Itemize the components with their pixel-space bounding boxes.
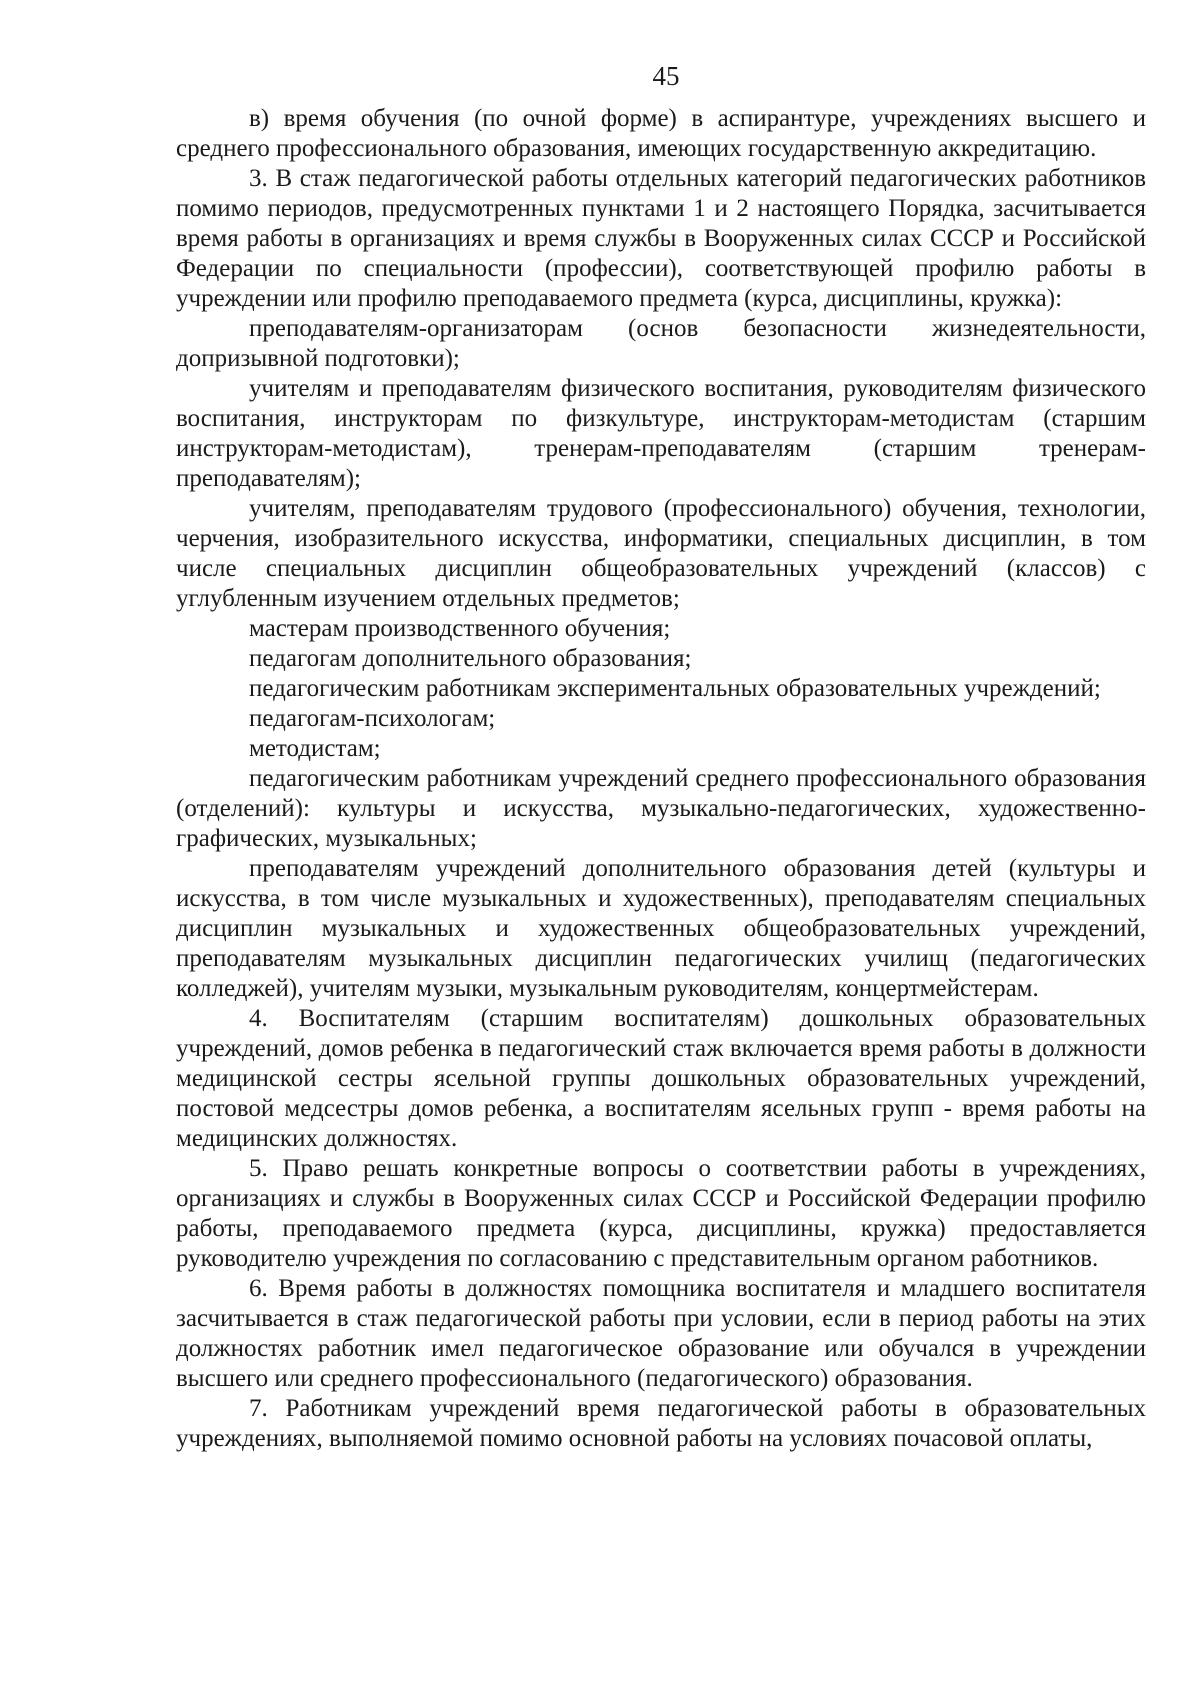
list-item: педагогам-психологам;: [249, 705, 496, 732]
list-item: учителям и преподавателям физического воспитания, руководителям физического воспитания, инструкторам по физкультуре, инструкторам-методистам (старшим инструкторам-методистам), тренерам-преподавателям (старшим тренерам-преподавателям);: [176, 375, 1146, 492]
list-item: педагогическим работникам учреждений среднего профессионального образования (отделений): культуры и искусства, музыкально-педагогических, художественно-графических, музыкальных;: [176, 765, 1146, 852]
list-item: мастерам производственного обучения;: [249, 615, 671, 642]
paragraph-5: 5. Право решать конкретные вопросы о соответствии работы в учреждениях, организациях и службы в Вооруженных силах СССР и Российской Федерации профилю работы, преподаваемого предмета (курса, дисциплины, кружка) предоставляется руководителю учреждения по согласованию с представительным органом работников.: [176, 1155, 1146, 1272]
list-item: педагогам дополнительного образования;: [249, 645, 692, 672]
page-number: 45: [652, 61, 680, 91]
document-body: [176, 104, 1146, 1454]
list-item: учителям, преподавателям трудового (профессионального) обучения, технологии, черчения, изобразительного искусства, информатики, специальных дисциплин, в том числе специальных дисциплин общеобразовательных учреждений (классов) с углубленным изучением отдельных предметов;: [176, 495, 1146, 612]
list-item: педагогическим работникам экспериментальных образовательных учреждений;: [249, 675, 1101, 702]
paragraph-6: 6. Время работы в должностях помощника воспитателя и младшего воспитателя засчитывается в стаж педагогической работы при условии, если в период работы на этих должностях работник имел педагогическое образование или обучался в учреждении высшего или среднего профессионального (педагогического) образования.: [176, 1275, 1146, 1392]
paragraph-4: 4. Воспитателям (старшим воспитателям) дошкольных образовательных учреждений, домов ребенка в педагогический стаж включается время работы в должности медицинской сестры ясельной группы дошкольных образовательных учреждений, постовой медсестры домов ребенка, а воспитателям ясельных групп - время работы на медицинских должностях.: [176, 1005, 1146, 1152]
list-item: преподавателям учреждений дополнительного образования детей (культуры и искусства, в том числе музыкальных и художественных), преподавателям специальных дисциплин музыкальных и художественных общеобразовательных учреждений, преподавателям музыкальных дисциплин педагогических училищ (педагогических колледжей), учителям музыки, музыкальным руководителям, концертмейстерам.: [176, 855, 1146, 1002]
paragraph-3: 3. В стаж педагогической работы отдельных категорий педагогических работников помимо периодов, предусмотренных пунктами 1 и 2 настоящего Порядка, засчитывается время работы в организациях и время службы в Вооруженных силах СССР и Российской Федерации по специальности (профессии), соответствующей профилю работы в учреждении или профилю преподаваемого предмета (курса, дисциплины, кружка):: [176, 165, 1146, 312]
list-item: методистам;: [249, 735, 381, 762]
paragraph-7: 7. Работникам учреждений время педагогической работы в образовательных учреждениях, выполняемой помимо основной работы на условиях почасовой оплаты,: [176, 1395, 1146, 1452]
list-item: преподавателям-организаторам (основ безопасности жизнедеятельности, допризывной подготовки);: [176, 315, 1146, 372]
paragraph-item-v: в) время обучения (по очной форме) в аспирантуре, учреждениях высшего и среднего профессионального образования, имеющих государственную аккредитацию.: [176, 105, 1146, 162]
